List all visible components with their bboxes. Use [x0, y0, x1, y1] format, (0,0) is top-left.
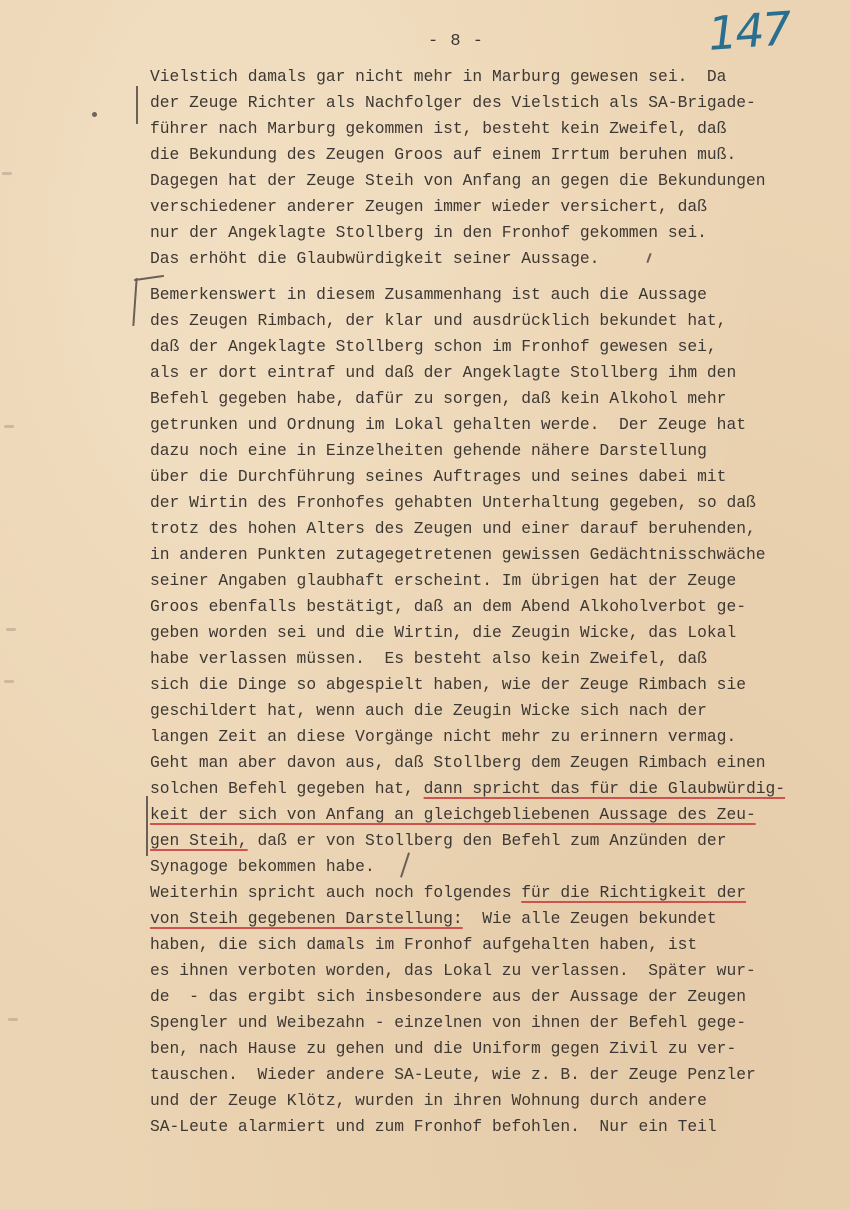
- text-line: SA-Leute alarmiert und zum Fronhof befohlen. Nur ein Teil: [150, 1117, 717, 1136]
- text-line: Synagoge bekommen habe.: [150, 857, 375, 876]
- margin-speck: [6, 628, 16, 631]
- text-line: und der Zeuge Klötz, wurden in ihren Wohnung durch andere: [150, 1091, 707, 1110]
- text-line: haben, die sich damals im Fronhof aufgehalten haben, ist: [150, 935, 698, 954]
- text-line: tauschen. Wieder andere SA-Leute, wie z. B. der Zeuge Penzler: [150, 1065, 756, 1084]
- text-line: des Zeugen Rimbach, der klar und ausdrücklich bekundet hat,: [150, 311, 727, 330]
- text-line: Dagegen hat der Zeuge Steih von Anfang an gegen die Bekundungen: [150, 171, 766, 190]
- page-number: - 8 -: [428, 32, 485, 51]
- text-line: über die Durchführung seines Auftrages und seines dabei mit: [150, 467, 727, 486]
- red-underlined-segment: gen Steih,: [150, 831, 248, 850]
- text-line: dazu noch eine in Einzelheiten gehende nähere Darstellung: [150, 441, 707, 460]
- text-line: Befehl gegeben habe, dafür zu sorgen, daß kein Alkohol mehr: [150, 389, 727, 408]
- text-line: als er dort eintraf und daß der Angeklagte Stollberg ihm den: [150, 363, 737, 382]
- text-line: Spengler und Weibezahn - einzelnen von ihnen der Befehl gege-: [150, 1013, 746, 1032]
- text-line: getrunken und Ordnung im Lokal gehalten werde. Der Zeuge hat: [150, 415, 746, 434]
- red-underlined-segment: dann spricht das für die Glaubwürdig-: [423, 779, 786, 798]
- archive-number-handwritten: 147: [706, 1, 792, 61]
- pencil-bracket-side: [146, 796, 148, 856]
- text-line: es ihnen verboten worden, das Lokal zu verlassen. Später wur-: [150, 961, 756, 980]
- text-line: verschiedener anderer Zeugen immer wieder versichert, daß: [150, 197, 707, 216]
- margin-speck: [4, 425, 14, 428]
- text-line: in anderen Punkten zutagegetretenen gewissen Gedächtnisschwäche: [150, 545, 766, 564]
- text-line: daß der Angeklagte Stollberg schon im Fronhof gewesen sei,: [150, 337, 717, 356]
- text-line: sich die Dinge so abgespielt haben, wie der Zeuge Rimbach sie: [150, 675, 746, 694]
- red-underlined-segment: von Steih gegebenen Darstellung:: [150, 909, 463, 928]
- text-line-partially-underlined: [150, 828, 726, 854]
- text-line: Das erhöht die Glaubwürdigkeit seiner Aussage.: [150, 249, 600, 268]
- text-line: der Wirtin des Fronhofes gehabten Unterhaltung gegeben, so daß: [150, 493, 756, 512]
- margin-speck: [2, 172, 12, 175]
- text-line: führer nach Marburg gekommen ist, besteht kein Zweifel, daß: [150, 119, 727, 138]
- margin-speck: [4, 680, 14, 683]
- red-underlined-segment: für die Richtigkeit der: [521, 883, 746, 902]
- text-line: de - das ergibt sich insbesondere aus der Aussage der Zeugen: [150, 987, 746, 1006]
- text-line: trotz des hohen Alters des Zeugen und einer darauf beruhenden,: [150, 519, 756, 538]
- text-line: nur der Angeklagte Stollberg in den Fronhof gekommen sei.: [150, 223, 707, 242]
- text-segment: daß er von Stollberg den Befehl zum Anzünden der: [247, 831, 727, 850]
- text-segment: Weiterhin spricht auch noch folgendes: [150, 883, 522, 902]
- margin-speck: [8, 1018, 18, 1021]
- text-line: habe verlassen müssen. Es besteht also kein Zweifel, daß: [150, 649, 707, 668]
- text-segment: solchen Befehl gegeben hat,: [150, 779, 424, 798]
- text-line: der Zeuge Richter als Nachfolger des Vielstich als SA-Brigade-: [150, 93, 756, 112]
- text-line: langen Zeit an diese Vorgänge nicht mehr zu erinnern vermag.: [150, 727, 737, 746]
- text-line: Bemerkenswert in diesem Zusammenhang ist auch die Aussage: [150, 285, 707, 304]
- text-line-partially-underlined: [150, 776, 785, 802]
- text-line-partially-underlined: [150, 906, 717, 932]
- text-line-partially-underlined: [150, 880, 746, 906]
- red-underlined-segment: keit der sich von Anfang an gleichgebliebenen Aussage des Zeu-: [150, 805, 756, 824]
- text-line-underlined: [150, 802, 756, 828]
- text-line: Geht man aber davon aus, daß Stollberg dem Zeugen Rimbach einen: [150, 753, 766, 772]
- text-line: die Bekundung des Zeugen Groos auf einem Irrtum beruhen muß.: [150, 145, 737, 164]
- pencil-margin-mark: [136, 86, 138, 124]
- text-line: ben, nach Hause zu gehen und die Uniform gegen Zivil zu ver-: [150, 1039, 737, 1058]
- text-line: seiner Angaben glaubhaft erscheint. Im übrigen hat der Zeuge: [150, 571, 737, 590]
- text-line: geben worden sei und die Wirtin, die Zeugin Wicke, das Lokal: [150, 623, 737, 642]
- ink-dot: [92, 112, 97, 117]
- text-segment: Wie alle Zeugen bekundet: [462, 909, 717, 928]
- text-line: Groos ebenfalls bestätigt, daß an dem Abend Alkoholverbot ge-: [150, 597, 746, 616]
- text-line: Vielstich damals gar nicht mehr in Marburg gewesen sei. Da: [150, 67, 727, 86]
- text-line: geschildert hat, wenn auch die Zeugin Wicke sich nach der: [150, 701, 707, 720]
